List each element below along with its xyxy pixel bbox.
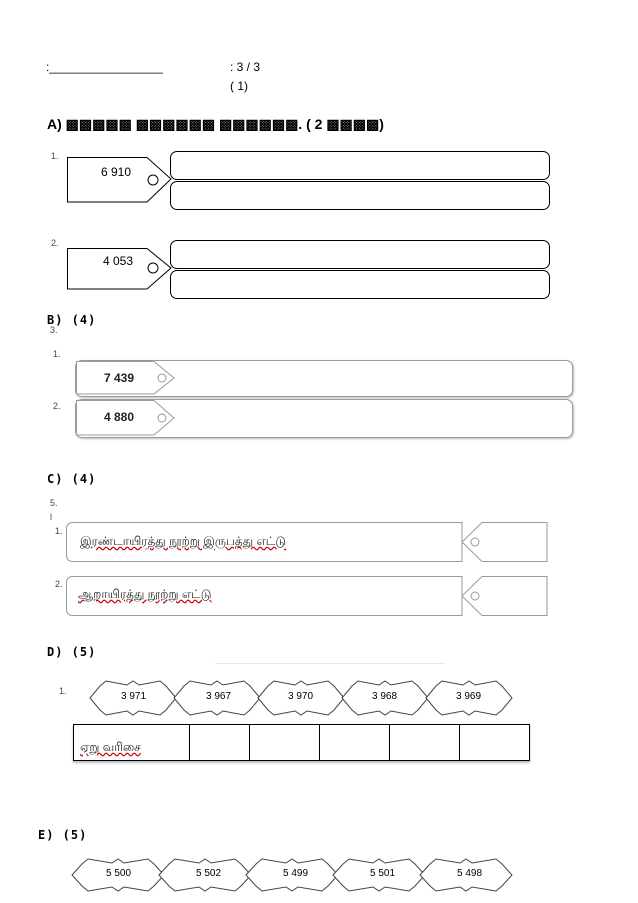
a-item-2-number: 4 053 <box>103 254 134 268</box>
sub-label: ( 1) <box>230 79 248 93</box>
d-answer-cell-3[interactable] <box>320 726 386 757</box>
d-index: 1. <box>59 686 67 696</box>
b-item-1-index: 1. <box>53 349 61 359</box>
section-b-title: B) (4) <box>47 313 97 327</box>
b-item-2-index: 2. <box>53 401 61 411</box>
b-item-2-number: 4 880 <box>104 410 135 424</box>
e-number-5: 5 498 <box>457 868 483 879</box>
a-item-2-index: 2. <box>51 238 59 248</box>
a-item-1-tag <box>67 157 172 203</box>
faint-rule <box>215 663 445 664</box>
section-a-title: A) ▩▩▩▩▩ ▩▩▩▩▩▩ ▩▩▩▩▩▩. ( 2 ▩▩▩▩) <box>47 116 384 132</box>
a-item-1-answer-box-1[interactable] <box>170 151 550 180</box>
c-item-2-words: ஆறாயிரத்து நூற்று எட்டு <box>78 587 212 601</box>
section-e-title: E) (5) <box>38 828 88 842</box>
c-item-1-index: 1. <box>55 526 63 536</box>
d-number-4: 3 968 <box>372 691 398 702</box>
d-number-5: 3 969 <box>456 691 482 702</box>
d-number-1: 3 971 <box>121 691 147 702</box>
a-item-1-number: 6 910 <box>101 165 132 179</box>
d-number-2: 3 967 <box>206 691 232 702</box>
a-item-2-answer-box-1[interactable] <box>170 240 550 269</box>
d-answer-cell-2[interactable] <box>250 726 316 757</box>
a-item-2-answer-box-2[interactable] <box>170 270 550 299</box>
d-answer-cell-5[interactable] <box>460 726 526 757</box>
d-answer-cell-4[interactable] <box>390 726 456 757</box>
c-item-1-words: இரண்டாயிரத்து நூற்று இருபத்து எட்டு <box>80 534 287 548</box>
d-answer-cell-1[interactable] <box>190 726 246 757</box>
a-item-1-answer-box-2[interactable] <box>170 181 550 210</box>
e-number-2: 5 502 <box>196 868 222 879</box>
name-line: :_________________ <box>46 60 163 74</box>
e-number-4: 5 501 <box>370 868 396 879</box>
section-c-stray-mark: l <box>50 512 52 522</box>
c-item-2-index: 2. <box>55 579 63 589</box>
section-d-title: D) (5) <box>47 645 97 659</box>
section-c-title: C) (4) <box>47 472 97 486</box>
section-c-sub-index: 5. <box>50 498 58 508</box>
section-b-sub-index: 3. <box>50 325 58 335</box>
b-item-1-number: 7 439 <box>104 371 135 385</box>
a-item-1-index: 1. <box>51 151 59 161</box>
d-number-3: 3 970 <box>288 691 314 702</box>
e-number-1: 5 500 <box>106 868 132 879</box>
e-number-3: 5 499 <box>283 868 309 879</box>
d-row-label: ஏறு வரிசை <box>80 740 141 754</box>
marks-label: : 3 / 3 <box>230 60 261 74</box>
